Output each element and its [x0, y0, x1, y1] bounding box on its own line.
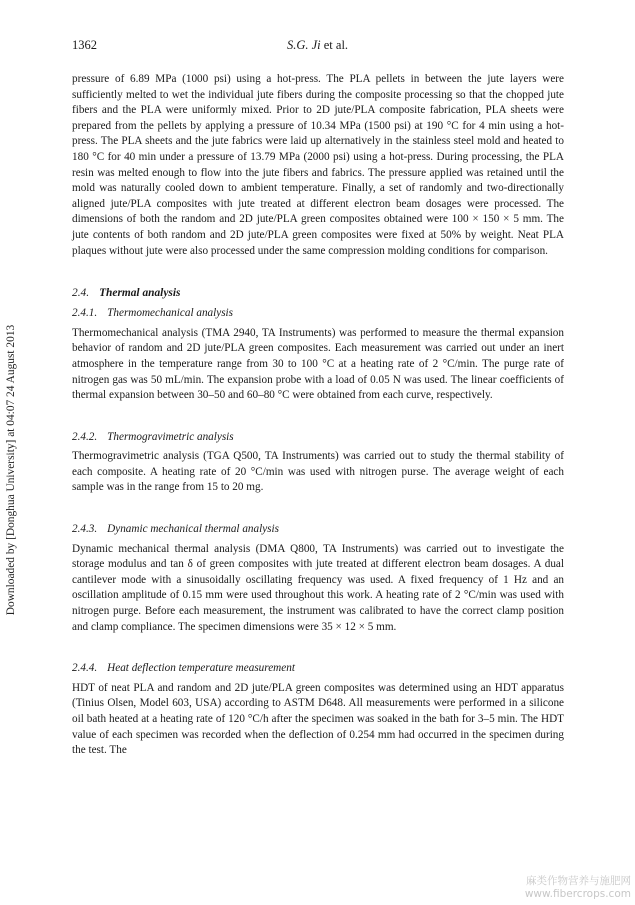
- subsection-title: Thermogravimetric analysis: [107, 430, 234, 443]
- subsection-hdt: [72, 661, 564, 759]
- subsection-number: 2.4.2.: [72, 430, 98, 443]
- subsection-number: 2.4.1.: [72, 307, 98, 320]
- running-head-authors: S.G. Ji: [286, 38, 321, 52]
- subsection-dma: [72, 522, 564, 635]
- watermark-title: 麻类作物营养与施肥网: [526, 875, 631, 887]
- page-number: 1362: [72, 38, 97, 52]
- section-number: 2.4.: [72, 287, 90, 300]
- download-notice-sidebar: [0, 0, 22, 905]
- subsection-paragraph: Thermomechanical analysis (TMA 2940, TA Instruments) was performed to measure the thermal expansion behavior of random and 2D jute/PLA green composites. Each measurement was carried out under an inert atmosphere in the temperature range from 30 to 100 °C at a heating rate of 2 °C/min. The purge rate of nitrogen gas was 50 mL/min. The expansion probe with a load of 0.05 N was used. The linear coefficients of thermal expansion between 30–50 and 60–80 °C were obtained from each curve, respectively.: [72, 326, 564, 402]
- page-body: [72, 72, 564, 759]
- subsection-tga: [72, 430, 564, 496]
- page-header: [72, 38, 563, 58]
- watermark-url: www.fibercrops.com: [524, 888, 631, 900]
- section-heading: [72, 285, 564, 301]
- subsection-title: Thermomechanical analysis: [107, 307, 234, 320]
- subsection-title: Dynamic mechanical thermal analysis: [107, 523, 279, 536]
- running-head-etal: et al.: [320, 38, 349, 52]
- subsection-paragraph: HDT of neat PLA and random and 2D jute/PLA green composites was determined using an HDT apparatus (Tinius Olsen, Model 603, USA) according to ASTM D648. All measurements were performed in a silicone oil bath heated at a heating rate of 120 °C/h after the specimen was soaked in the bath for 3–5 min. The HDT value of each specimen was recorded when the deflection of 0.254 mm had occurred in the specimen during the test. The: [72, 681, 564, 757]
- subsection-number: 2.4.4.: [72, 662, 98, 675]
- subsection-paragraph: Dynamic mechanical thermal analysis (DMA Q800, TA Instruments) was carried out to investigate the storage modulus and tan δ of green composites with jute treated at different electron beam dosages. A dual cantilever mode with a sinusoidally oscillating frequency was used. A fixed frequency of 1 Hz and an oscillation amplitude of 0.15 mm were used throughout this work. A heating rate of 2 °C/min was used with nitrogen purge. Before each measurement, the instrument was calibrated to have the correct clamp position and clamp compliance. The specimen dimensions were 35 × 12 × 5 mm.: [72, 542, 564, 633]
- download-notice-text: Downloaded by [Donghua University] at 04:07 24 August 2013: [5, 324, 17, 616]
- subsection-title: Heat deflection temperature measurement: [107, 662, 295, 675]
- subsection-tma: [72, 306, 564, 404]
- section-title: Thermal analysis: [99, 287, 181, 300]
- subsection-number: 2.4.3.: [72, 523, 98, 536]
- subsection-paragraph: Thermogravimetric analysis (TGA Q500, TA Instruments) was carried out to study the thermal stability of each composite. A heating rate of 20 °C/min was used with nitrogen purse. The average weight of each sample was in the range from 15 to 20 mg.: [72, 450, 564, 494]
- running-head: [72, 38, 563, 53]
- subsection-heading: [72, 306, 564, 322]
- subsection-heading: [72, 522, 564, 538]
- subsection-heading: [72, 430, 564, 446]
- site-watermark: [525, 875, 631, 901]
- intro-paragraph: pressure of 6.89 MPa (1000 psi) using a hot-press. The PLA pellets in between the jute layers were sufficiently melted to wet the individual jute fibers during the composite processing so that the chopped jute fibers and the PLA were uniformly mixed. Prior to 2D jute/PLA composite fabrication, PLA sheets were prepared from the pellets by applying a pressure of 10.34 MPa (1500 psi) at 190 °C for 4 min using a hot-press. The PLA sheets and the jute fabrics were laid up alternatively in the stainless steel mold and heated to 180 °C for 40 min under a pressure of 13.79 MPa (2000 psi) using a hot-press. During processing, the PLA resin was melted enough to flow into the jute fibers and fabrics. The pressure applied was retained until the mold was naturally cooled down to ambient temperature. Finally, a set of randomly and two-directionally aligned jute/PLA composites with jute treated at different electron beam dosages were processed. The dimensions of both the random and 2D jute/PLA green composites obtained were 100 × 150 × 5 mm. The jute contents of both random and 2D jute/PLA green composites were fixed at 50% by weight. Neat PLA plaques without jute were also processed under the same compression molding conditions for comparison.: [72, 73, 564, 257]
- subsection-heading: [72, 661, 564, 677]
